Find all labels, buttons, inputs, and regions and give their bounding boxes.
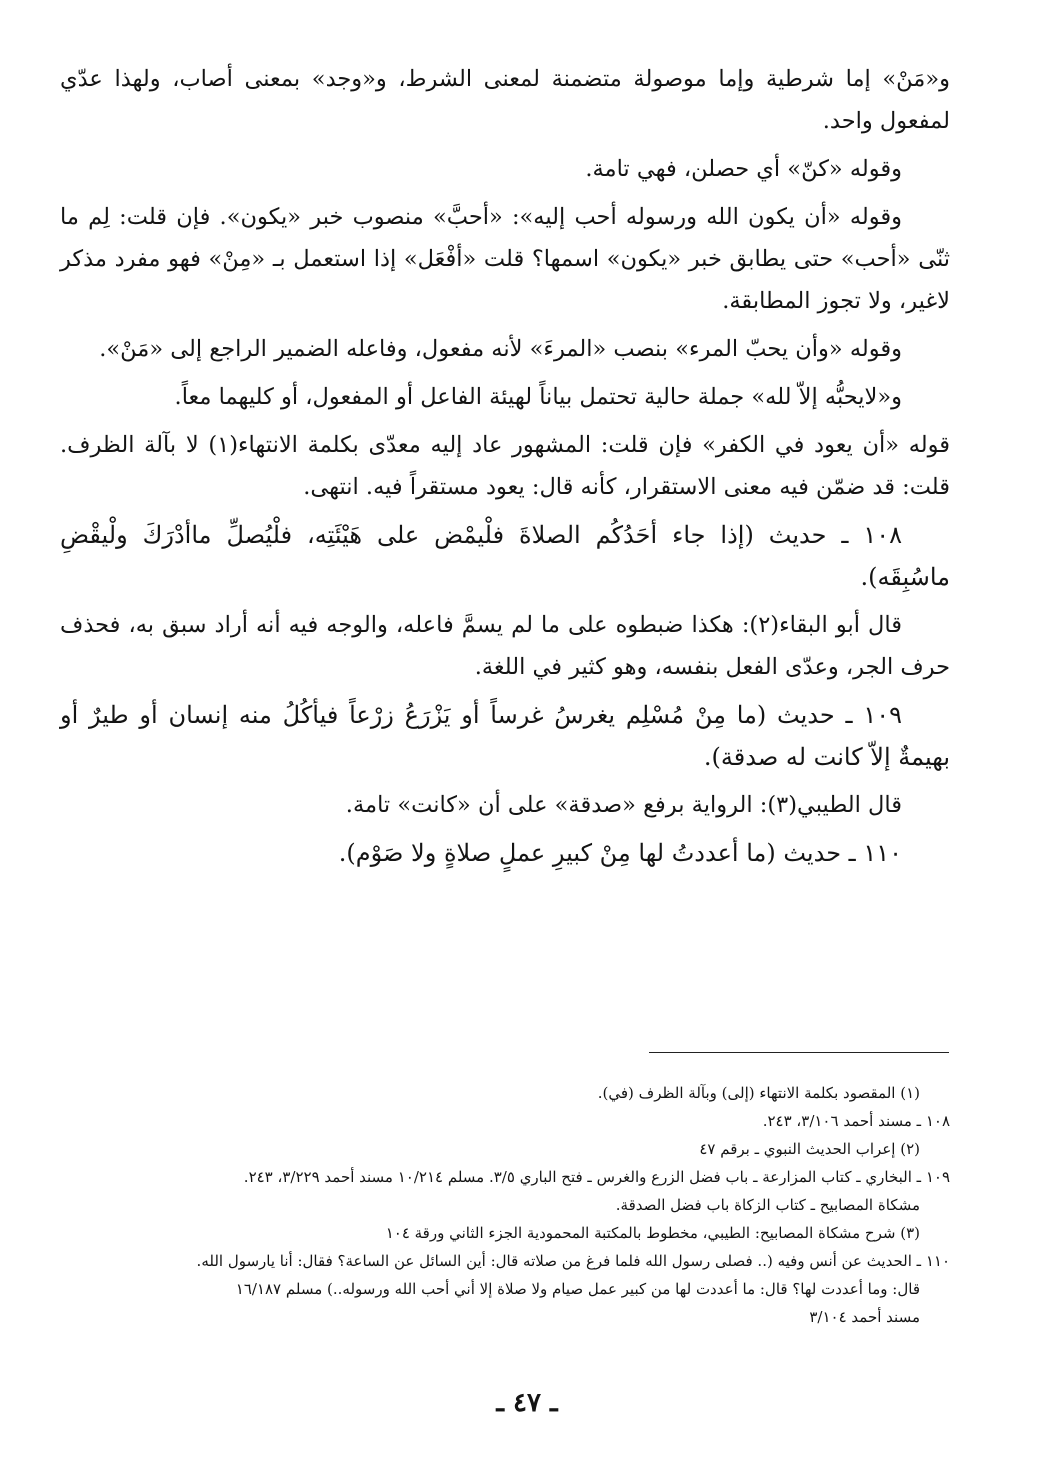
footnote: (٣) شرح مشكاة المصابيح: الطيبي، مخطوط بالمكتبة المحمودية الجزء الثاني ورقة ١٠٤ bbox=[385, 1224, 920, 1242]
footnote: ١١٠ ـ الحديث عن أنس وفيه (.. فصلى رسول الله فلما فرغ من صلاته قال: أين السائل عن الساعة؟ فقال: أنا يارسول الله. bbox=[196, 1252, 950, 1270]
paragraph: قال الطيبي(٣): الرواية برفع «صدقة» على أن «كانت» تامة. bbox=[345, 792, 902, 818]
paragraph: وقوله «أن يكون الله ورسوله أحب إليه»: «أحبَّ» منصوب خبر «يكون». فإن قلت: لِم ما ثنّى «أحب» حتى يطابق خبر «يكون» اسمها؟ قلت «أفْعَل» إذا استعمل بـ «مِنْ» فهو مفرد مذكر لاغير، ولا تجوز المطابقة. bbox=[60, 204, 950, 314]
footnote: ١٠٨ ـ مسند أحمد ٣/١٠٦، ٢٤٣. bbox=[762, 1112, 950, 1130]
footnote: ١٠٩ ـ البخاري ـ كتاب المزارعة ـ باب فضل الزرع والغرس ـ فتح الباري ٣/٥. مسلم ١٠/٢١٤ مسند أحمد ٣/٢٢٩، ٢٤٣. bbox=[243, 1168, 950, 1186]
hadith-108: ١٠٨ ـ حديث (إذا جاء أحَدُكُم الصلاةَ فلْيمْض على هَيْئَتِه، فلْيُصلِّ ماأدْرَكَ ولْيقْضِ ماسُبِقَه). bbox=[60, 521, 950, 591]
page-number: ـ ٤٧ ـ bbox=[496, 1388, 558, 1418]
paragraph: قوله «أن يعود في الكفر» فإن قلت: المشهور عاد إليه معدّى بكلمة الانتهاء(١) لا بآلة الظرف. قلت: قد ضمّن فيه معنى الاستقرار، كأنه قال: يعود مستقراً فيه. انتهى. bbox=[60, 432, 950, 500]
paragraph: وقوله «كنّ» أي حصلن، فهي تامة. bbox=[585, 156, 902, 182]
footnote: (٢) إعراب الحديث النبوي ـ برقم ٤٧ bbox=[699, 1140, 920, 1158]
hadith-110: ١١٠ ـ حديث (ما أعددتُ لها مِنْ كبيرِ عملٍ صلاةٍ ولا صَوْم). bbox=[338, 839, 902, 867]
hadith-109: ١٠٩ ـ حديث (ما مِنْ مُسْلِم يغرسُ غرساً أو يَزْرَعُ زرْعاً فيأكُلُ منه إنسان أو طيرٌ أو بهيمةٌ إلاّ كانت له صدقة). bbox=[60, 701, 950, 771]
footnote: مسند أحمد ٣/١٠٤ bbox=[809, 1308, 920, 1326]
footnote: (١) المقصود بكلمة الانتهاء (إلى) وبآلة الظرف (في). bbox=[597, 1084, 920, 1102]
footnote-separator bbox=[649, 1052, 949, 1053]
paragraph: وقوله «وأن يحبّ المرء» بنصب «المرءَ» لأنه مفعول، وفاعله الضمير الراجع إلى «مَنْ». bbox=[99, 336, 902, 362]
footnote: مشكاة المصابيح ـ كتاب الزكاة باب فضل الصدقة. bbox=[615, 1196, 920, 1214]
main-text bbox=[60, 58, 950, 880]
footnote: قال: وما أعددت لها؟ قال: ما أعددت لها من كبير عمل صيام ولا صلاة إلا أني أحب الله ورسوله..) مسلم ١٦/١٨٧ bbox=[235, 1280, 920, 1298]
footnotes bbox=[75, 1080, 950, 1332]
paragraph: و«لايحبُّه إلاّ لله» جملة حالية تحتمل بياناً لهيئة الفاعل أو المفعول، أو كليهما معاً. bbox=[174, 384, 902, 410]
paragraph: قال أبو البقاء(٢): هكذا ضبطوه على ما لم يسمَّ فاعله، والوجه فيه أنه أراد سبق به، فحذف حرف الجر، وعدّى الفعل بنفسه، وهو كثير في اللغة. bbox=[60, 612, 950, 680]
paragraph: و«مَنْ» إما شرطية وإما موصولة متضمنة لمعنى الشرط، و«وجد» بمعنى أصاب، ولهذا عدّي لمفعول واحد. bbox=[60, 66, 950, 134]
